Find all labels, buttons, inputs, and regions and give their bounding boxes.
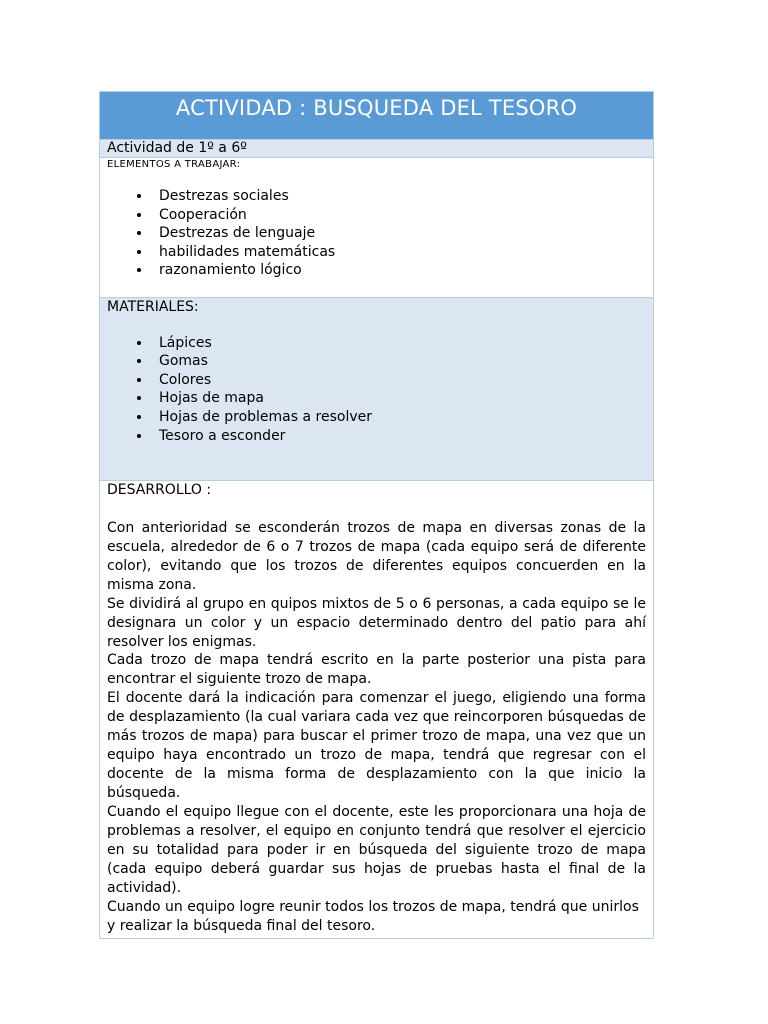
elements-section (100, 157, 653, 297)
list-item: • habilidades matemáticas (152, 243, 646, 262)
paragraph: Con anterioridad se esconderán trozos de mapa en diversas zonas de la escuela, alrededor de 6 o 7 trozos de mapa (cada equipo será de diferente color), evitando que los trozos de diferentes equipos concuerden en la misma zona. (107, 519, 646, 593)
materials-list (107, 334, 646, 446)
development-section (100, 480, 653, 938)
list-item: • Hojas de mapa (152, 389, 646, 408)
paragraph: Cada trozo de mapa tendrá escrito en la parte posterior una pista para encontrar el siguiente trozo de mapa. (107, 652, 646, 688)
list-item: • Destrezas de lenguaje (152, 224, 646, 243)
activity-grades: Actividad de 1º a 6º (100, 139, 653, 157)
list-item: • Lápices (152, 334, 646, 353)
list-item: • Hojas de problemas a resolver (152, 408, 646, 427)
activity-table (99, 91, 654, 939)
list-item: • Colores (152, 371, 646, 390)
paragraph: Cuando un equipo logre reunir todos los trozos de mapa, tendrá que unirlos y realizar la búsqueda final del tesoro. (107, 898, 639, 934)
list-item: • Destrezas sociales (152, 187, 646, 206)
elements-list (107, 187, 646, 280)
development-heading: DESARROLLO : (107, 482, 212, 498)
development-body (107, 519, 646, 936)
page-title: ACTIVIDAD : BUSQUEDA DEL TESORO (100, 92, 653, 139)
list-item: • Tesoro a esconder (152, 427, 646, 446)
elements-heading: ELEMENTOS A TRABAJAR: (107, 159, 241, 170)
materials-section (100, 297, 653, 480)
list-item: • Gomas (152, 352, 646, 371)
paragraph: Se dividirá al grupo en quipos mixtos de 5 o 6 personas, a cada equipo se le designara un color y un espacio determinado dentro del patio para ahí resolver los enigmas. (107, 595, 646, 650)
list-item: • razonamiento lógico (152, 261, 646, 280)
paragraph: El docente dará la indicación para comenzar el juego, eligiendo una forma de desplazamiento (la cual variara cada vez que reincorporen búsquedas de más trozos de mapa) para buscar el primer trozo de mapa, una vez que un equipo haya encontrado un trozo de mapa, tendrá que regresar con el docente de la misma forma de desplazamiento con la que inicio la búsqueda. (107, 690, 646, 802)
materials-heading: MATERIALES: (107, 299, 199, 315)
list-item: • Cooperación (152, 206, 646, 225)
paragraph: Cuando el equipo llegue con el docente, este les proporcionara una hoja de problemas a resolver, el equipo en conjunto tendrá que resolver el ejercicio en su totalidad para poder ir en búsqueda del siguiente trozo de mapa (cada equipo deberá guardar sus hojas de pruebas hasta el final de la actividad). (107, 804, 646, 896)
